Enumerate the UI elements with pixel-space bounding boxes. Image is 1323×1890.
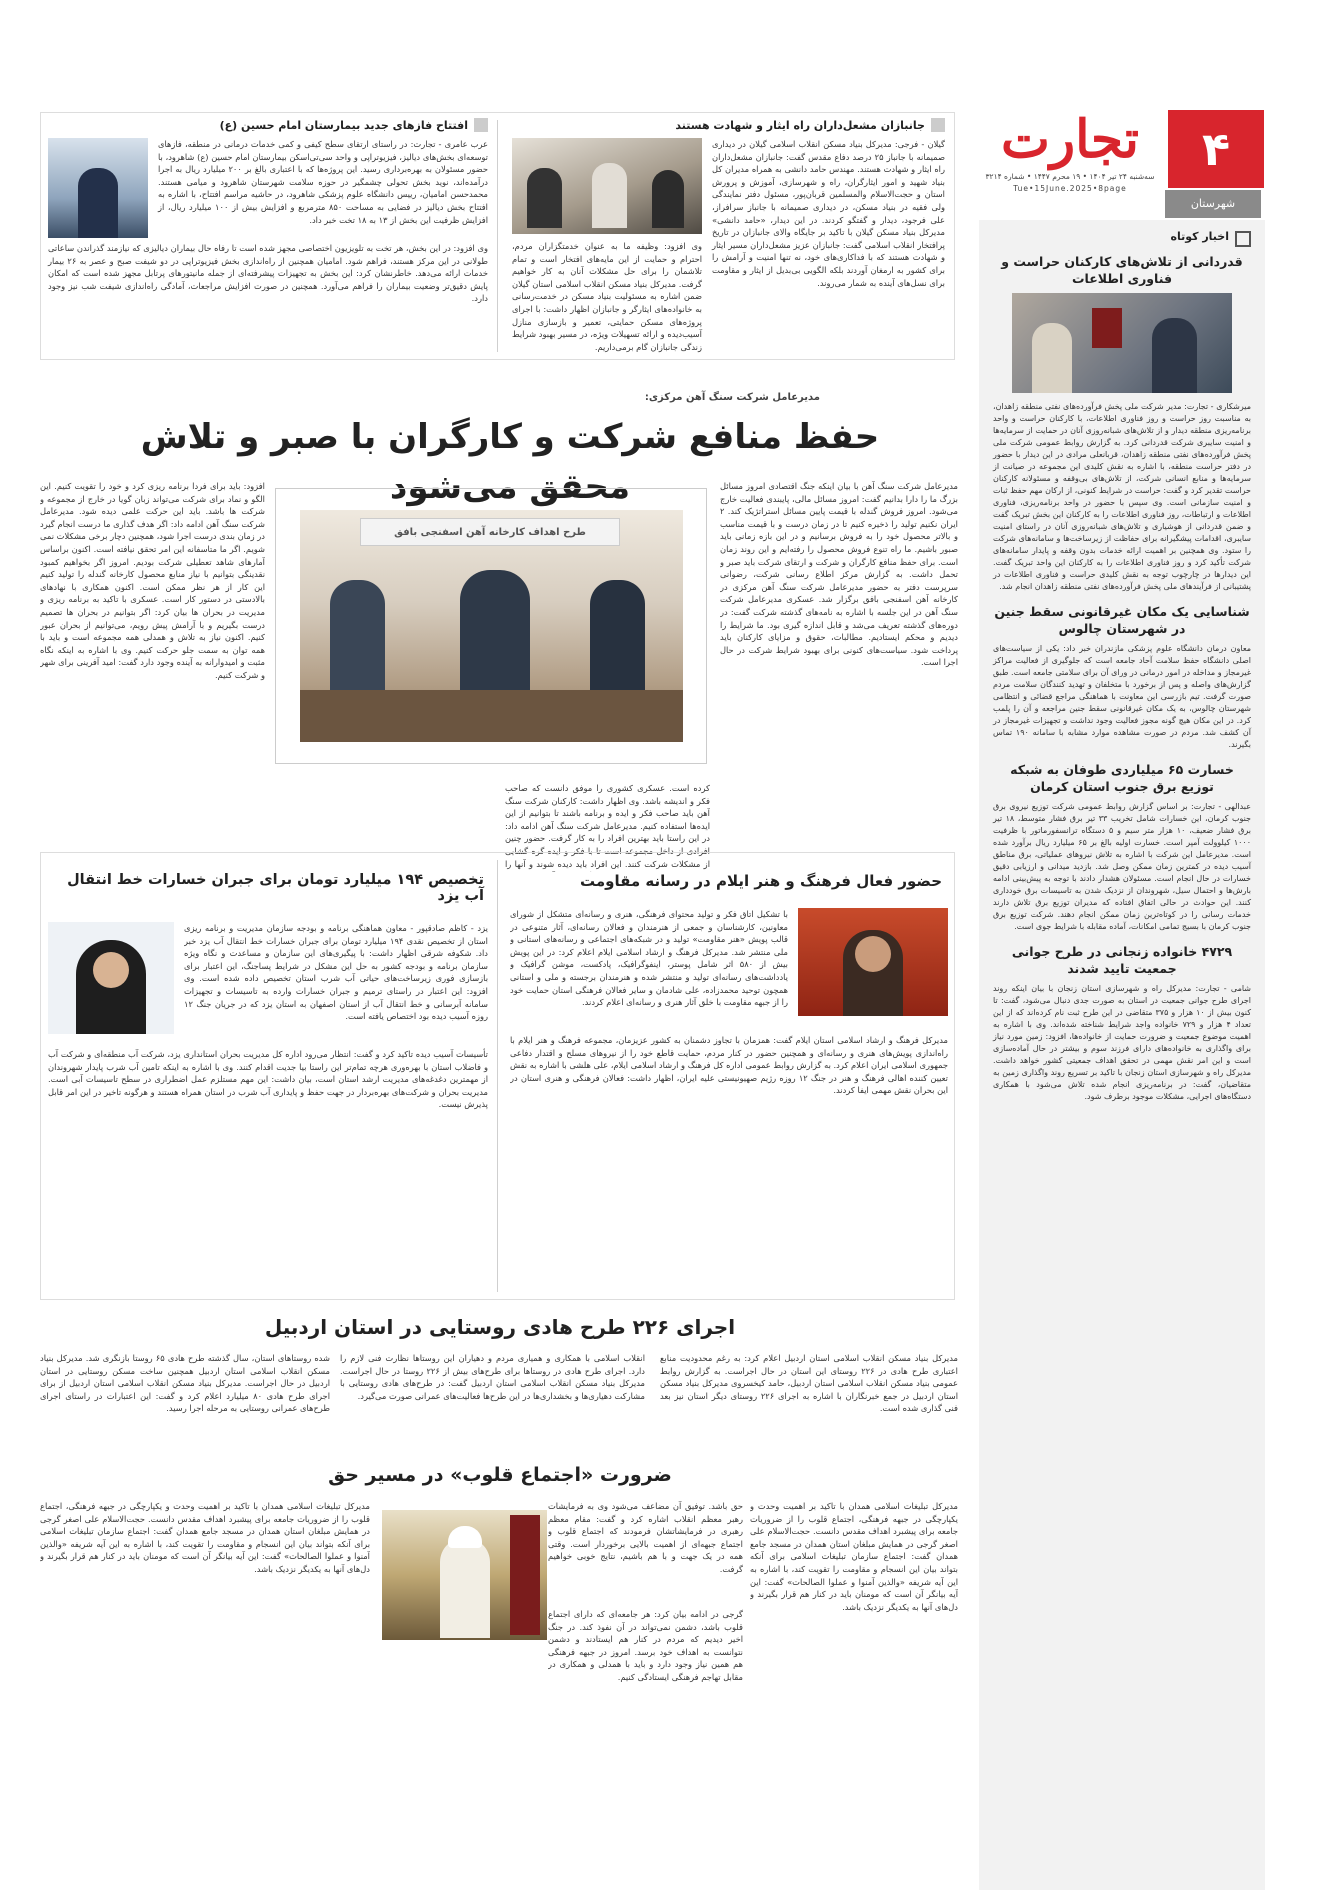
- top-right-title: جانبازان مشعل‌داران راه ایثار و شهادت هستند: [675, 118, 925, 132]
- main-col-right: مدیرعامل شرکت سنگ آهن با بیان اینکه جنگ اقتصادی امروز مسائل بزرگ ما را دارا بدانیم گفت: امروز مسائل مالی، پایبندی فعالیت خارج می‌شود. امروز فروش گندله با قیمت پایین مسائل استراتژیک کند. ۲ ایران نکنیم تولید را ذخیره کنیم تا در زمان درست و با قیمت مناسب و بالاتر محصول خود را به فروش برسانیم و در این بازه زمانی باید صبور باشیم. ما راه تنوع فروش محصول را رفته‌ایم و این روند زمان است. برای حفظ منافع کارگران و شرکت و ارتقای شرکت باید صبر و تحمل داشت. به گزارش مرکز اطلاع رسانی شرکت، رضوانی سرپرست دفتر به حضور مدیرعامل شرکت سنگ آهن مرکزی در کارخانه آهن اسفنجی بافق برگزار شد. عسکری مدیرعامل شرکت سنگ آهن در این جلسه با اشاره به نامه‌های گذشته شرکت گفت: در دوره‌های گذشته تعریف می‌شد و قابل اندازه گیری بود. ما شرایط را دیدیم و محکم ایستادیم. مطالبات، حقوق و مزایای کارکنان باید پرداخت شود. سیاست‌های کنونی برای بهبود شرایط شرکت در حال اجرا است.: [720, 481, 958, 668]
- story-marker-icon: [931, 118, 945, 132]
- top-left-body-a: عرب عامری - تجارت: در راستای ارتقای سطح کیفی و کمی خدمات درمانی در منطقه، فازهای توسعه‌ای بخش‌های دیالیز، فیزیوتراپی و واحد سی‌تی‌اسکن بیمارستان امام حسین (ع) شاهرود، با حضور مسئولان به بهره‌برداری رسید. این پروژه‌ها که با اعتباری بالغ بر ۲۰۰ میلیارد ریال به اجرا درآمده‌اند، نوید بخش تحولی چشمگیر در حوزه سلامت شهرستان شاهرود و میامی هستند. محمدحسن امامیان، رییس دانشگاه علوم پزشکی شاهرود، در حاشیه مراسم افتتاح، با اشاره به افتتاح بخش دیالیز در فضایی به مساحت ۸۵۰ مترمربع و افزایش بیش از ۱۰۰ میلیارد ریال، از افزایش ظرفیت این بخش از ۱۳ به ۱۸ تخت خبر داد.: [158, 139, 488, 225]
- top-left-photo: [48, 138, 148, 238]
- main-col-middle: کرده است. عسکری کشوری را موفق دانست که صاحب فکر و اندیشه باشد. وی اظهار داشت: کارکنان شرکت سنگ آهن باید صاحب فکر و ایده و برنامه باشند تا بتوانیم از این ایده‌ها استفاده کنیم. مدیرعامل شرکت سنگ آهن ادامه داد: در این راستا باید بهترین افراد را به کار گرفت. حضور چنین افرادی از داخل مجموعه است تا با فکر و ایده گره گشایی از مشکلات شرکت کنند. این افراد باید دیده شوند و آنها را: [505, 783, 710, 869]
- sidebar-story-1-title: قدردانی از تلاش‌های کارکنان حراست و فناوری اطلاعات: [1001, 254, 1243, 286]
- qolub-body-c: گرجی در ادامه بیان کرد: هر جامعه‌ای که دارای اجتماع قلوب باشد، دشمن نمی‌تواند در آن نفوذ کند. در جنگ اخیر دیدیم که مردم در کنار هم ایستادند و دشمن نتوانست به اهداف خود برسد. امروز در جبهه فرهنگی هم همین نیاز وجود دارد و باید با همدلی و همکاری در مقابل تهاجم فرهنگی ایستادگی کنیم.: [548, 1609, 743, 1682]
- main-headline: حفظ منافع شرکت و کارگران با صبر و تلاش محقق می‌شود: [140, 417, 880, 507]
- ilam-body-a: با تشکیل اتاق فکر و تولید محتوای فرهنگی، هنری و رسانه‌ای متشکل از شورای معاونین، کارشناسان و جمعی از هنرمندان و فعالان رسانه‌ای، آثار متنوعی در قالب پویش «هنر مقاومت» تولید و در شبکه‌های اجتماعی و رسانه‌های استانی و ملی منتشر شد. مدیرکل فرهنگ و ارشاد اسلامی ایلام اعلام کرد: در این پویش بیش از ۵۸۰ اثر شامل پوستر، اینفوگرافیک، پادکست، موشن گرافیک و یادداشت‌های رسانه‌ای تولید و منتشر شده و هنرمندان برجسته و ملی و استانی همچون توحید محمدزاده، علی شادمان و سایر فعالان فرهنگی استان حمایت خود را از جبهه مقاومت با خلق آثار هنری و رسانه‌ای اعلام کردند.: [510, 909, 788, 1008]
- ilam-body-b: مدیرکل فرهنگ و ارشاد اسلامی استان ایلام گفت: همزمان با تجاوز دشمنان به کشور عزیزمان، مجموعه فرهنگ و هنر ایلام با راه‌اندازی پویش‌های هنری و رسانه‌ای و همچنین حضور در کنار مردم، حمایت قاطع خود را از نیروهای مسلح و اقتدار دفاعی جمهوری اسلامی ایران اعلام کرد. به گزارش روابط عمومی اداره کل فرهنگ و ارشاد اسلامی ایلام، علی هلشی با اشاره به نقش تعیین کننده اهالی فرهنگ و هنر در جنگ ۱۲ روزه رژیم صهیونیستی علیه ایران، اظهار داشت: فعالان فرهنگی و هنری استان در این بحران نقش مهمی ایفا کردند.: [510, 1035, 948, 1096]
- checkbox-icon: [1235, 231, 1251, 247]
- newspaper-logo: تجارت: [1001, 109, 1139, 170]
- top-right-body-b: وی افزود: وظیفه ما به عنوان خدمتگزاران مردم، احترام و حمایت از این مایه‌های افتخار است و تمام تلاشمان را برای حل مشکلات آنان به کار خواهیم گرفت. مدیرکل بنیاد مسکن انقلاب اسلامی استان گیلان ضمن اشاره به مسئولیت بنیاد مسکن در خدمت‌رسانی به خانواده‌های ایثارگر و جانبازان اظهار داشت: با اجرای پروژه‌های مسکن حمایتی، تعمیر و بازسازی منازل آسیب‌دیده و ارائه تسهیلات ویژه، در مسیر بهبود شرایط زندگی جانبازان گام برمی‌داریم.: [512, 241, 702, 352]
- top-right-photo: [512, 138, 702, 234]
- divider: [497, 120, 498, 352]
- dateline-en: Tue•15June.2025•8page: [1013, 184, 1127, 193]
- ardabil-body-a: مدیرکل بنیاد مسکن انقلاب اسلامی استان اردبیل اعلام کرد: به رغم محدودیت منابع اعتباری طرح هادی در ۲۲۶ روستای این استان در حال اجراست. به گزارش روابط عمومی بنیاد مسکن انقلاب اسلامی استان اردبیل، حامد کیخسروی مدیرکل بنیاد مسکن استان اردبیل در جمع خبرنگاران با اشاره به اجرای ۲۲۶ روستای دیگر استان نیز بعد فنی گذاری شده است.: [660, 1353, 958, 1414]
- ilam-story: [510, 860, 948, 1295]
- sidebar-story-1-photo: [1012, 293, 1232, 393]
- sidebar-story-4-title: ۴۷۲۹ خانواده زنجانی در طرح جوانی جمعیت تایید شدند: [1011, 944, 1233, 976]
- sidebar-story-3-body: عبدالهی - تجارت: بر اساس گزارش روابط عمومی شرکت توزیع نیروی برق جنوب کرمان، این خسارات شامل تخریب ۳۳ تیر برق فشار متوسط، ۱۸ تیر برق فشار ضعیف، ۱۰ هزار متر سیم و ۵ دستگاه ترانسفورماتور با ظرفیت ۱۰۰۰ کیلوولت آمپر است. خسارت اولیه بالغ بر ۶۵ میلیارد ریال برآورد شده است. مدیرعامل این شرکت با اشاره به تلاش نیروهای عملیاتی، برق مناطق آسیب دیده در کمترین زمان ممکن وصل شد. بازدید میدانی و ارزیابی دقیق خسارات در حال انجام است. مسئولان هشدار دادند با توجه به پیش‌بینی ادامه بارش‌ها و احتمال سیل، شهروندان از نزدیک شدن به تاسیسات برق خودداری کنند. این حوادث در حالی اتفاق افتاده که مدیران توزیع برق تلاش دارند خدمات رسانی را در کوتاه‌ترین زمان ممکن انجام دهند. شرکت توزیع برق جنوب کرمان با بسیج تمامی امکانات، آماده مقابله با شرایط جوی است.: [993, 802, 1252, 931]
- top-left-story: [48, 118, 488, 358]
- sidebar-story-1-body: میرشکاری - تجارت: مدیر شرکت ملی پخش فرآورده‌های نفتی منطقه زاهدان، به مناسبت روز حراست و روز فناوری اطلاعات، با کارکنان حراست و واحد برنامه‌ریزی منطقه دیدار و از تلاش‌های شبانه‌روزی آنان در حمایت از سرمایه‌ها و امنیت سایبری شرکت قدردانی کرد. به گزارش روابط عمومی شرکت ملی پخش فرآورده‌های نفتی منطقه زاهدان، قربانعلی مرادی در این دیدار با حضور در دفتر حراست منطقه، با اشاره به نقش کلیدی این مجموعه در صیانت از سرمایه‌ها و منابع انسانی شرکت، از تلاش‌های بی‌وقفه و مسئولانه کارکنان حراست تقدیر کرد و گفت: حراست در شرایط کنونی، از ارکان مهم حفظ ثبات و امنیت سازمانی است. وی سپس با حضور در واحد برنامه‌ریزی، فناوری اطلاعات و ارتباطات، روز فناوری اطلاعات را به کارکنان این بخش تبریک گفت و ضمن قدردانی از هوشیاری و تلاش‌های شبانه‌روزی آنان در راستای امنیت سایبری، اقدامات پیشگیرانه برای حفاظت از زیرساخت‌ها و سامانه‌های شرکت را ستود. وی همچنین بر اهمیت ارائه خدمات بدون وقفه و پایدار سامانه‌های شرکت تأکید کرد و روز فناوری اطلاعات را به کارکنان این واحد تبریک گفت. این دیدارها در چارچوب توجه به نقش کلیدی حراست و فناوری اطلاعات در پشتیبانی از فرآیندهای ملی پخش فرآورده‌های نفتی منطقه زاهدان انجام شد.: [993, 402, 1251, 591]
- qolub-body-d: مدیرکل تبلیغات اسلامی همدان با تاکید بر اهمیت وحدت و یکپارچگی در جبهه فرهنگی، اجتماع قلوب را از ضروریات جامعه برای پیشبرد اهداف مقدس دانست. حجت‌الاسلام علی اصغر گرجی در همایش مبلغان استان همدان در مسجد جامع همدان گفت: اجتماع سازمان تبلیغات اسلامی برای آنکه بتواند بیان این انسجام و مقاومت را تقویت کند، با اشاره به این آیه شریفه «والذین آمنوا و عملوا الصالحات» گفت: این آیه بیانگر آن است که مومنان باید در کنار هم قرار بگیرند و دل‌های آنها به یکدیگر نزدیک باشد.: [40, 1501, 370, 1574]
- qolub-body-b: حق باشد. توفیق آن مضاعف می‌شود وی به فرمایشات رهبر معظم انقلاب اشاره کرد و گفت: مقام معظم رهبری در فرمایشاتشان فرمودند که اجتماع قلوب و اجتماع جبهه‌ای از اهمیت بالایی برخوردار است. وقتی همه در یک جهت و با هم باشیم، نتایج خوبی خواهیم گرفت.: [548, 1501, 743, 1574]
- main-photo-banner: طرح اهداف کارخانه آهن اسفنجی بافق: [360, 518, 620, 546]
- top-right-body-a: گیلان - فرجی: مدیرکل بنیاد مسکن انقلاب اسلامی گیلان در دیداری صمیمانه با جانباز ۲۵ درصد دفاع مقدس گفت: جانبازان مشعل‌داران راه ایثار و شهادت هستند. مهندس حامد دانشی به همراه مدیران کل بنیاد شهید و امور ایثارگران، راه و شهرسازی، آموزش و پرورش استان و حجت‌الاسلام والمسلمین قربان‌پور، مسئول دفتر نمایندگی ولی فقیه در بنیاد مسکن، در دیداری صمیمانه با جانباز سرافراز، علی فرجود، دیدار و گفتگو کردند. در این دیدار، «حامد دانشی» مدیرکل بنیاد مسکن گیلان با تاکید بر جایگاه والای جانبازان در تاریخ پرافتخار انقلاب اسلامی گفت: جانبازان عزیز مشعل‌داران مسیر ایثار و شهادت هستند که با فداکاری‌های خود، نه تنها امنیت و آرامش را برای کشور به ارمغان آوردند بلکه الگویی بی‌بدیل از ایثار و مقاومت برای نسل‌های آینده به شمار می‌روند.: [712, 139, 945, 288]
- qolub-body-a: مدیرکل تبلیغات اسلامی همدان با تاکید بر اهمیت وحدت و یکپارچگی در جبهه فرهنگی، اجتماع قلوب را از ضروریات جامعه برای پیشبرد اهداف مقدس دانست. حجت‌الاسلام علی اصغر گرجی در همایش مبلغان استان همدان در مسجد جامع همدان گفت: اجتماع سازمان تبلیغات اسلامی برای آنکه بتواند بیان این انسجام و مقاومت را تقویت کند، با اشاره به این آیه شریفه «والذین آمنوا و عملوا الصالحات» گفت: این آیه بیانگر آن است که مومنان باید در کنار هم قرار بگیرند و دل‌های آنها به یکدیگر نزدیک باشد.: [750, 1501, 958, 1612]
- ardabil-title: اجرای ۲۲۶ طرح هادی روستایی در استان اردبیل: [264, 1315, 736, 1339]
- qolub-photo: [382, 1510, 547, 1640]
- sidebar-short-news: [979, 220, 1265, 1890]
- masthead: [983, 110, 1264, 192]
- main-col-left: افزود: باید برای فردا برنامه ریزی کرد و خود را تقویت کنیم. این الگو و نماد برای شرکت می‌تواند زبان گویا در خارج از مجموعه و شرکت ها باشد. باید این حرکت علمی دیده شود. مدیرعامل شرکت سنگ آهن ادامه داد: اگر هدف گذاری ما درست انجام گیرد در زمان بندی درست اجرا شود، همچنین دچار برخی مشکلات نمی شویم. اگر ما متاسفانه این امر تحقق نیافته است. اکنون براساس آمارهای شاهد تعطیلی شرکت بودیم. امروز اگر بخواهیم کمبود نقدینگی بتوانیم با نیاز منابع محصول کارخانه گندله را تولید کنیم این کار از هر نظر ممکن است. اکنون همکاری با نهادهای بالادستی در دستور کار است. عسکری با تاکید به برنامه ریزی و مدیریت در بحران ها بیان کرد: اگر بتوانیم در بحران ها تصمیم درست بگیریم و با آرامش پیش رویم، می‌توانیم از بحران عبور کنیم. اکنون نیاز به تلاش و همدلی همه مجموعه است و باید با همه توان به سمت جلو حرکت کنیم. وی با اشاره به اینکه نگاه مثبت و امیدوارانه به آینده وجود دارد گفت: امید آفرینی برای شهر و شرکت کنیم.: [40, 481, 265, 680]
- yazd-body-b: تأسیسات آسیب دیده تاکید کرد و گفت: انتظار می‌رود اداره کل مدیریت بحران استانداری یزد، شرکت آب منطقه‌ای و شرکت آب و فاضلاب استان با بهره‌وری هرچه تمام‌تر این راستا بیا جدیت اقدام کنند. وی با اشاره به اینکه تامین آب شرب پایدار شهروندان از مهمترین دغدغه‌های مدیریت ارشد استان است، بیان داشت: این مهم مستلزم عمل اضطراری در سطح تاسیسات آبی است. مدیریت بحران و شرکت‌های بهره‌بردار در جهت حفظ و پایداری آب شرب در استان همراه هستند و هرگونه تاخیر در این امر قابل پذیرش نیست.: [48, 1049, 488, 1110]
- main-photo: [300, 510, 683, 742]
- section-label: شهرستان: [1165, 190, 1261, 218]
- sidebar-story-2-body: معاون درمان دانشگاه علوم پزشکی مازندران خبر داد: یکی از سیاست‌های اصلی دانشگاه حفظ سلامت آحاد جامعه است که جلوگیری از فعالیت مراکز غیرمجاز و مداخله در امور درمانی در ورای آن برای سلامتی جامعه است. طبق گزارش‌های واصله و پس از برخورد با متخلفان و تهدید کنندگان سلامت مردم صورت گرفت. تیم بازرسی این معاونت با هماهنگی مراجع قضائی و انتظامی شهرستان چالوس، به یک مکان غیرقانونی سقط جنین مراجعه و آن را پلمب کرد. در این مکان هیچ گونه مجوز فعالیت وجود نداشت و تجهیزات غیرمجاز در آن کشف شد. مردم در صورت مشاهده موارد مشابه با سامانه ۱۹۰ تماس بگیرند.: [993, 644, 1251, 749]
- page-number: ۴: [1168, 110, 1264, 188]
- main-kicker: مدیرعامل شرکت سنگ آهن مرکزی:: [644, 392, 820, 403]
- top-left-title: افتتاح فازهای جدید بیمارستان امام حسین (ع): [219, 118, 468, 132]
- sidebar-story-4-body: شامی - تجارت: مدیرکل راه و شهرسازی استان زنجان با بیان اینکه روند اجرای طرح جوانی جمعیت در استان به صورت جدی دنبال می‌شود، گفت: تا کنون بیش از ۱۰ هزار و ۳۷۵ متقاضی در این طرح ثبت نام کرده‌اند که از این تعداد ۴ هزار و ۷۲۹ خانواده واجد شرایط شناخته شده‌اند. وی با اشاره به اهمیت موضوع جمعیت و ضرورت حمایت از خانواده‌ها، افزود: زمین مورد نیاز برای واگذاری به خانواده‌های دارای فرزند سوم و بیشتر در حال آماده‌سازی است و این امر نقش مهمی در تحقق اهداف جمعیتی کشور خواهد داشت. مدیرکل راه و شهرسازی استان زنجان با تاکید بر تسریع روند واگذاری زمین به متقاضیان، گفت: در برنامه‌ریزی انجام شده تلاش می‌شود با همکاری دستگاه‌های اجرایی، مشکلات موجود برطرف شود.: [993, 984, 1251, 1101]
- ilam-photo: [798, 908, 948, 1016]
- sidebar-header: اخبار کوتاه: [993, 230, 1251, 247]
- top-right-story: [512, 118, 945, 358]
- yazd-body-a: یزد - کاظم صادقپور - معاون هماهنگی برنامه و بودجه سازمان مدیریت و برنامه ریزی استان از تخصیص نقدی ۱۹۴ میلیارد تومان برای جبران خسارات خط انتقال آب یزد خبر داد. شکوفه شرقی اظهار داشت: با پیگیری‌های این سازمان و مساعدت و نگاه ویژه سازمان برنامه و بودجه کشور به حل این مشکل در شرایط پساجنگ، این اعتبار برای بازسازی فوری زیرساخت‌های حیاتی آب شرب استان تخصیص داده شده است. وی افزود: این اعتبار در راستای ترمیم و جبران خسارات وارده به تاسیسات و تجهیزات سامانه آبرسانی و خط انتقال آب از استان اصفهان به استان یزد که در جریان جنگ ۱۲ روزه آسیب دیده بود اختصاص یافته است.: [184, 923, 488, 1022]
- ardabil-body-b: انقلاب اسلامی با همکاری و همیاری مردم و دهیاران این روستاها نظارت فنی لازم را دارد. اجرای طرح هادی در روستاها برای طرح‌های بیش از ۲۲۶ روستا در حال اجراست. مدیرکل بنیاد مسکن انقلاب اسلامی استان اردبیل گفت: در طرح‌های هادی روستایی با مشارکت دهیاری‌ها و بخشداری‌ها در این طرح‌ها فعالیت‌های عمرانی صورت می‌گیرد.: [340, 1353, 645, 1401]
- sidebar-story-2-title: شناسایی یک مکان غیرقانونی سقط جنین در شهرستان چالوس: [994, 604, 1250, 636]
- dateline: سه‌شنبه ۲۴ تیر ۱۴۰۴ • ۱۹ محرم ۱۴۴۷ • شماره ۳۲۱۴: [985, 172, 1155, 181]
- yazd-photo: [48, 922, 174, 1034]
- ilam-title: حضور فعال فرهنگ و هنر ایلام در رسانه مقاومت: [580, 872, 942, 890]
- ardabil-body-c: شده روستاهای استان، سال گذشته طرح هادی ۶۵ روستا بازنگری شد. مدیرکل بنیاد مسکن انقلاب اسلامی استان اردبیل همچنین ساخت مسکن روستایی در استان اردبیل در حال اجراست. مدیرکل بنیاد مسکن انقلاب اسلامی استان اردبیل از برای اجرای طرح هادی ۸۰ میلیارد اعلام کرد و گفت: این اعتبارات در راستای اجرای طرح‌های عمرانی روستایی به مرحله اجرا رسید.: [40, 1353, 330, 1414]
- qolub-title: ضرورت «اجتماع قلوب» در مسیر حق: [328, 1464, 672, 1486]
- yazd-story: [48, 860, 488, 1295]
- divider: [497, 860, 498, 1292]
- top-left-body-b: وی افزود: در این بخش، هر تخت به تلویزیون اختصاصی مجهز شده است تا رفاه حال بیماران دیالیزی که نیازمند گذراندن ساعاتی طولانی در این مرکز هستند، فراهم شود. امامیان همچنین از راه‌اندازی بخش فیزیوتراپی در دو شیفت صبح و عصر به ۲۶ بیمار خدمات ارائه می‌دهد. خاطرنشان کرد: این بخش به تجهیزات پیشرفته‌ای از جمله مانیتورهای پرتابل مجهز شده است که امکان پایش دقیق‌تر وضعیت بیماران را فراهم می‌آورد. همچنین در صورت افزایش مراجعات، آمادگی راه‌اندازی شیفت شب نیز وجود دارد.: [48, 243, 488, 304]
- sidebar-story-3-title: خسارت ۶۵ میلیاردی طوفان به شبکه توزیع برق جنوب استان کرمان: [1010, 762, 1234, 794]
- story-marker-icon: [474, 118, 488, 132]
- yazd-title: تخصیص ۱۹۴ میلیارد تومان برای جبران خسارات خط انتقال آب یزد: [67, 872, 484, 904]
